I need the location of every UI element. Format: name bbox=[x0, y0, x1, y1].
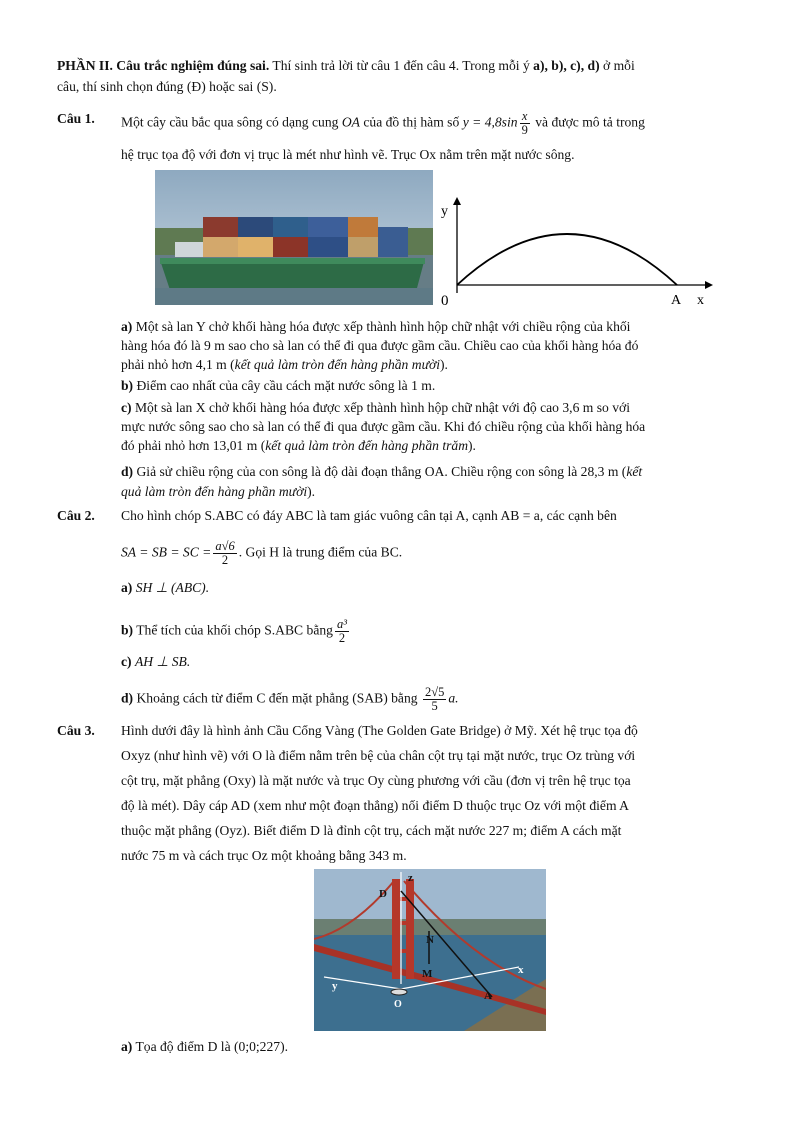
photo-m-label: M bbox=[422, 968, 433, 980]
q1-line-1 bbox=[121, 110, 645, 137]
q3-line-2: Oxyz (như hình vẽ) với O là điểm nằm trên bệ của chân cột trụ tại mặt nước, trục Oz trùng với bbox=[121, 748, 636, 763]
bridge-graph bbox=[435, 195, 715, 310]
q1-a-line-3: phải nhỏ hơn 4,1 m (kết quả làm tròn đến hàng phần mười). bbox=[121, 357, 448, 372]
q1-label: Câu 1. bbox=[57, 111, 95, 126]
q3-line-4: độ là mét). Dây cáp AD (xem như một đoạn thẳng) nối điểm D thuộc trục Oz với một điểm A bbox=[121, 798, 629, 813]
q2-line-2: SA = SB = SC = $\frac{a√6}{2}$ . Gọi H là trung điểm của BC. bbox=[121, 539, 403, 567]
q1-c-line-1: c) Một sà lan X chở khối hàng hóa được xếp thành hình hộp chữ nhật với độ cao 3,6 m so với bbox=[121, 400, 630, 415]
part-heading: PHẦN II. Câu trắc nghiệm đúng sai. bbox=[57, 58, 270, 73]
q1-oa: OA bbox=[341, 114, 360, 130]
barge-photo bbox=[155, 170, 433, 305]
q1-d-line-2: quả làm tròn đến hàng phần mười). bbox=[121, 484, 316, 499]
q1-a-line-1: a) Một sà lan Y chở khối hàng hóa được xếp thành hình hộp chữ nhật với chiều rộng của khối bbox=[121, 319, 631, 334]
photo-y-label: y bbox=[332, 980, 338, 992]
photo-x-label: x bbox=[518, 964, 524, 976]
part-intro-tail: ở mỗi bbox=[599, 58, 635, 73]
q1-fraction: $\frac{x}{9}$ bbox=[521, 109, 528, 137]
bridge-arc bbox=[457, 234, 677, 285]
q2-b-fraction: $\frac{\text{a³}}{2}$ bbox=[336, 617, 347, 645]
graph-a-label: A bbox=[671, 293, 682, 308]
q1-b-line: b) Điểm cao nhất của cây cầu cách mặt nước sông là 1 m. bbox=[121, 378, 436, 393]
q1-line-2: hệ trục tọa độ với đơn vị trục là mét như hình vẽ. Trục Ox nằm trên mặt nước sông. bbox=[121, 147, 575, 162]
q2-d-line: d) Khoảng cách từ điểm C đến mặt phẳng (SAB) bằng $\frac{2√5}{5}$ a. bbox=[121, 685, 459, 713]
photo-z-label: z bbox=[408, 872, 413, 884]
q2-d-fraction: $\frac{2√5}{5}$ bbox=[424, 685, 445, 713]
q1-d-line-1: d) Giả sử chiều rộng của con sông là độ dài đoạn thẳng OA. Chiều rộng con sông là 28,3 m (kết bbox=[121, 464, 643, 479]
q3-line-5: thuộc mặt phẳng (Oyz). Biết điểm D là đỉnh cột trụ, cách mặt nước 227 m; điểm A cách mặt bbox=[121, 823, 622, 838]
q2-b-line: b) Thể tích của khối chóp S.ABC bằng $\frac{\text{a³}}{2}$ bbox=[121, 617, 347, 645]
q1-text-b: của đồ thị hàm số bbox=[363, 114, 460, 130]
q2-a-line: a) SH ⊥ (ABC). bbox=[121, 580, 210, 595]
q3-line-1: Hình dưới đây là hình ảnh Cầu Cổng Vàng (The Golden Gate Bridge) ở Mỹ. Xét hệ trục tọa độ bbox=[121, 723, 638, 738]
q3-line-6: nước 75 m và cách trục Oz một khoảng bằng 343 m. bbox=[121, 848, 407, 863]
photo-n-label: N bbox=[426, 934, 434, 946]
graph-y-label: y bbox=[441, 204, 448, 219]
q2-label: Câu 2. bbox=[57, 508, 95, 523]
photo-a-label: A bbox=[484, 990, 492, 1002]
q2-c-line: c) AH ⊥ SB. bbox=[121, 654, 191, 669]
q3-line-3: cột trụ, mặt phẳng (Oxy) là mặt nước và trục Oy cùng phương với cầu (đơn vị trên hệ trục tọa bbox=[121, 773, 631, 788]
part-intro: Thí sinh trả lời từ câu 1 đến câu 4. Trong mỗi ý bbox=[269, 58, 534, 73]
q1-c-line-3: đó phải nhỏ hơn 13,01 m (kết quả làm tròn đến hàng phần trăm). bbox=[121, 438, 476, 453]
q1-text-c: và được mô tả trong bbox=[535, 114, 645, 130]
q1-c-line-2: mực nước sông sao cho sà lan có thể đi qua được gầm cầu. Khi đó chiều rộng của khối hàng hóa bbox=[121, 419, 646, 434]
q2-fraction: $\frac{a√6}{2}$ bbox=[215, 539, 235, 567]
photo-d-label: D bbox=[379, 888, 387, 900]
graph-x-label: x bbox=[697, 293, 704, 308]
q1-formula: y = 4,8sin bbox=[462, 114, 518, 130]
q1-a-line-2: hàng hóa đó là 9 m sao cho sà lan có thể đi qua được gầm cầu. Chiều cao của khối hàng hóa đó bbox=[121, 338, 639, 353]
part-intro-line-1 bbox=[57, 57, 635, 75]
q3-a-line: a) Tọa độ điểm D là (0;0;227). bbox=[121, 1039, 288, 1054]
golden-gate-photo bbox=[314, 869, 546, 1031]
q3-label: Câu 3. bbox=[57, 723, 95, 738]
part-options: a), b), c), d) bbox=[533, 58, 600, 73]
q2-line-1: Cho hình chóp S.ABC có đáy ABC là tam giác vuông cân tại A, cạnh AB = a, các cạnh bên bbox=[121, 508, 617, 523]
photo-o-label: O bbox=[394, 999, 402, 1010]
graph-origin-label: 0 bbox=[441, 293, 449, 309]
part-intro-line-2: câu, thí sinh chọn đúng (Đ) hoặc sai (S). bbox=[57, 79, 277, 94]
q1-text-a: Một cây cầu bắc qua sông có dạng cung bbox=[121, 114, 339, 130]
